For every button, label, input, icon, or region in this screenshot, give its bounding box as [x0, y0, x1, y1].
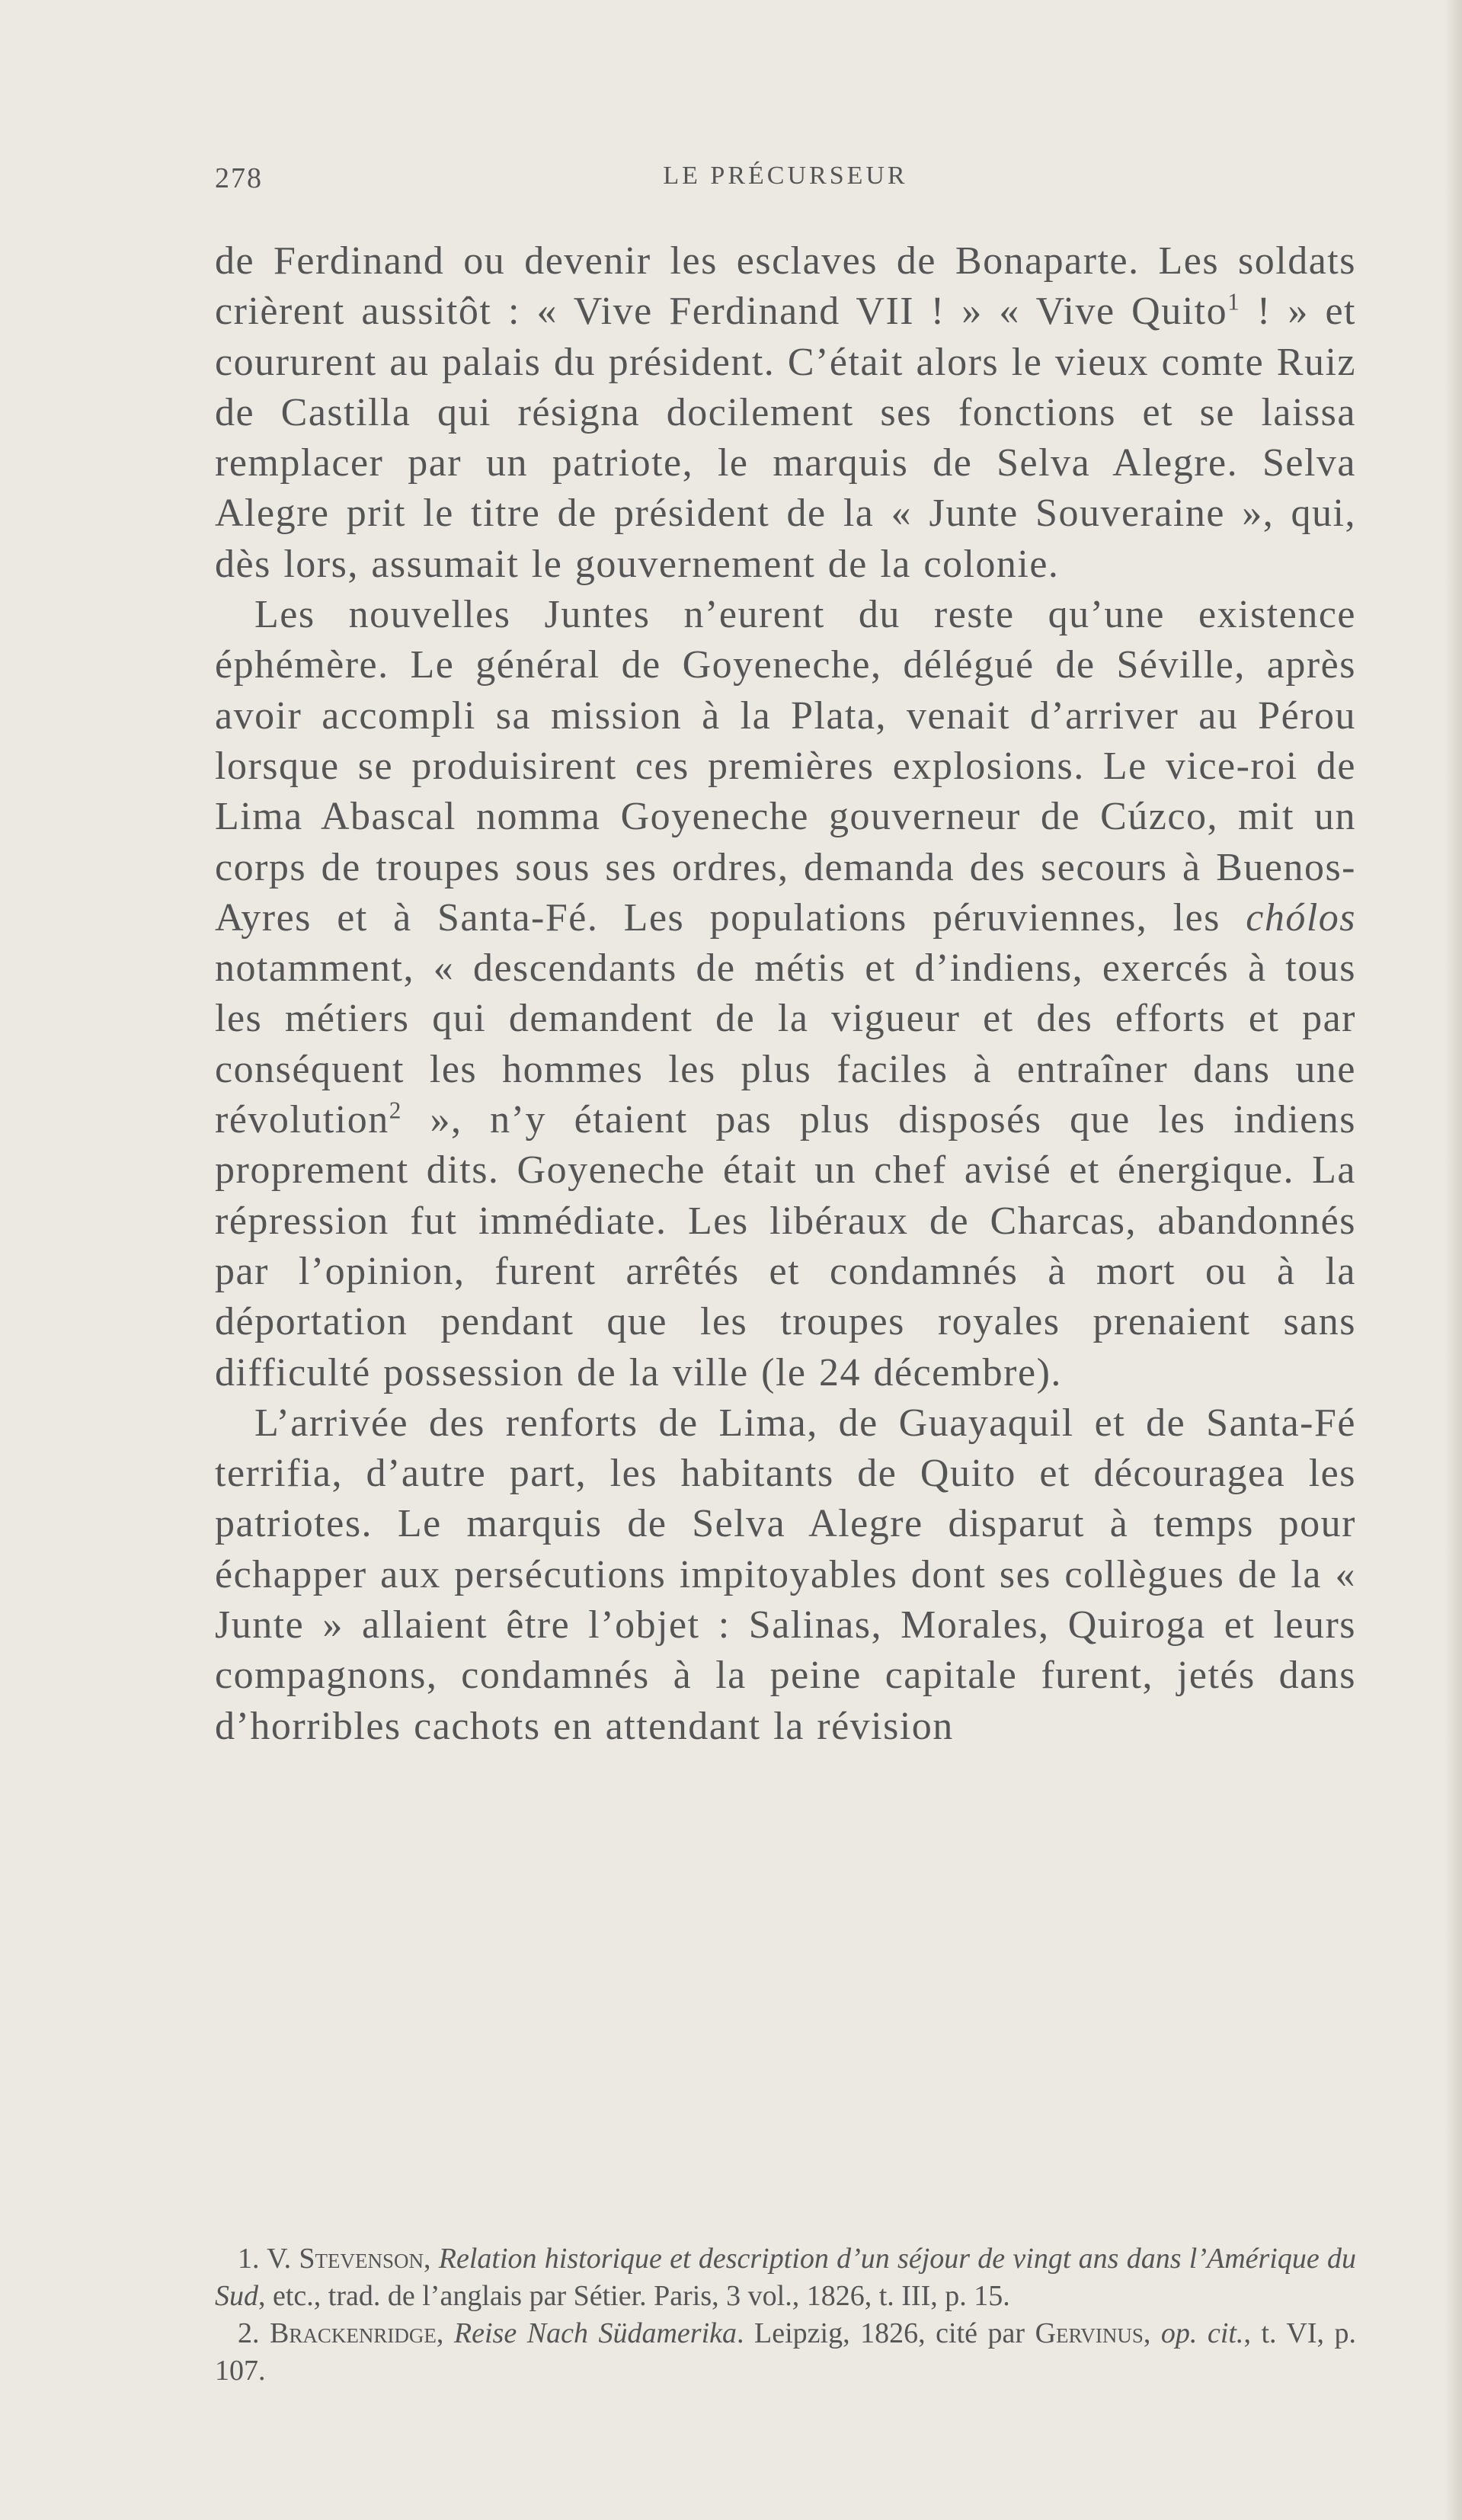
paragraph-1-text-a: de Ferdinand ou devenir les esclaves de Bonaparte. Les soldats crièrent aussitôt : « Vive Ferdinand VII ! » « Vive Quito	[215, 239, 1356, 334]
footnote-2-rest: , t. VI, p. 107.	[215, 2317, 1356, 2387]
footnote-1-rest: , etc., trad. de l’anglais par Sétier. Paris, 3 vol., 1826, t. III, p. 15.	[258, 2280, 1010, 2312]
footnote-1-number: 1. V.	[238, 2243, 299, 2275]
footnote-2-mid: . Leipzig, 1826, cité par	[737, 2317, 1035, 2349]
footnote-2-author: Brackenridge	[270, 2317, 437, 2349]
footnote-2-number: 2.	[238, 2317, 270, 2349]
paragraph-1	[215, 236, 1356, 590]
footnote-2-ref: op. cit.	[1160, 2317, 1244, 2349]
footnote-1-title: Relation historique et description d’un séjour de vingt ans dans l’Amérique du Sud	[215, 2243, 1356, 2312]
footnote-ref-2: 2	[389, 1097, 402, 1124]
paragraph-1-text-b: ! » et coururent au palais du président. C’était alors le vieux comte Ruiz de Castilla qui résigna docilement ses fonctions et se laissa remplacer par un patriote, le marquis de Selva Alegre. Selva Alegre prit le titre de président de la « Junte Souveraine », qui, dès lors, assumait le gouvernement de la colonie.	[215, 290, 1357, 586]
paragraph-2-text-b: notamment, « descendants de métis et d’indiens, exercés à tous les métiers qui demandent de la vigueur et des efforts et par conséquent les hommes les plus faciles à entraîner dans une révolution	[215, 946, 1356, 1142]
footnote-ref-1: 1	[1227, 288, 1241, 315]
running-title: LE PRÉCURSEUR	[663, 162, 908, 190]
footnote-1-author: Stevenson	[299, 2243, 424, 2275]
paragraph-2-text-c: », n’y étaient pas plus disposés que les indiens proprement dits. Goyeneche était un chef avisé et énergique. La répression fut immédiate. Les libéraux de Charcas, abandonnés par l’opinion, furent arrêtés et condamnés à mort ou à la déportation pendant que les troupes royales prenaient sans difficulté possession de la ville (le 24 décembre).	[215, 1098, 1356, 1394]
footnotes	[215, 2240, 1356, 2390]
paragraph-2	[215, 590, 1356, 1398]
running-head	[215, 162, 1356, 207]
paragraph-3: L’arrivée des renforts de Lima, de Guayaquil et de Santa-Fé terrifia, d’autre part, les habitants de Quito et découragea les patriotes. Le marquis de Selva Alegre disparut à temps pour échapper aux persécutions impitoyables dont ses collègues de la « Junte » allaient être l’objet : Salinas, Morales, Quiroga et leurs compagnons, condamnés à la peine capitale furent, jetés dans d’horribles cachots en attendant la révision	[215, 1401, 1356, 1748]
footnote-1: 1. V. Stevenson, Relation historique et description d’un séjour de vingt ans dans l’Amérique du Sud, etc., trad. de l’anglais par Sétier. Paris, 3 vol., 1826, t. III, p. 15.	[215, 2243, 1356, 2312]
paragraph-2-italic: chólos	[1246, 895, 1356, 940]
body-text	[215, 236, 1356, 1752]
footnote-2: 2. Brackenridge, Reise Nach Südamerika. Leipzig, 1826, cité par Gervinus, op. cit., t. VI, p. 107.	[215, 2317, 1356, 2387]
footnote-2-author2: Gervinus	[1035, 2317, 1144, 2349]
page-edge-shadow	[1444, 0, 1462, 2520]
paragraph-2-text-a: Les nouvelles Juntes n’eurent du reste qu’une existence éphémère. Le général de Goyeneche, délégué de Séville, après avoir accompli sa mission à la Plata, venait d’arriver au Pérou lorsque se produisirent ces premières explosions. Le vice-roi de Lima Abascal nomma Goyeneche gouverneur de Cúzco, mit un corps de troupes sous ses ordres, demanda des secours à Buenos-Ayres et à Santa-Fé. Les populations péruviennes, les	[215, 593, 1356, 940]
page-number: 278	[215, 162, 263, 194]
footnote-2-title: Reise Nach Südamerika	[453, 2317, 737, 2349]
